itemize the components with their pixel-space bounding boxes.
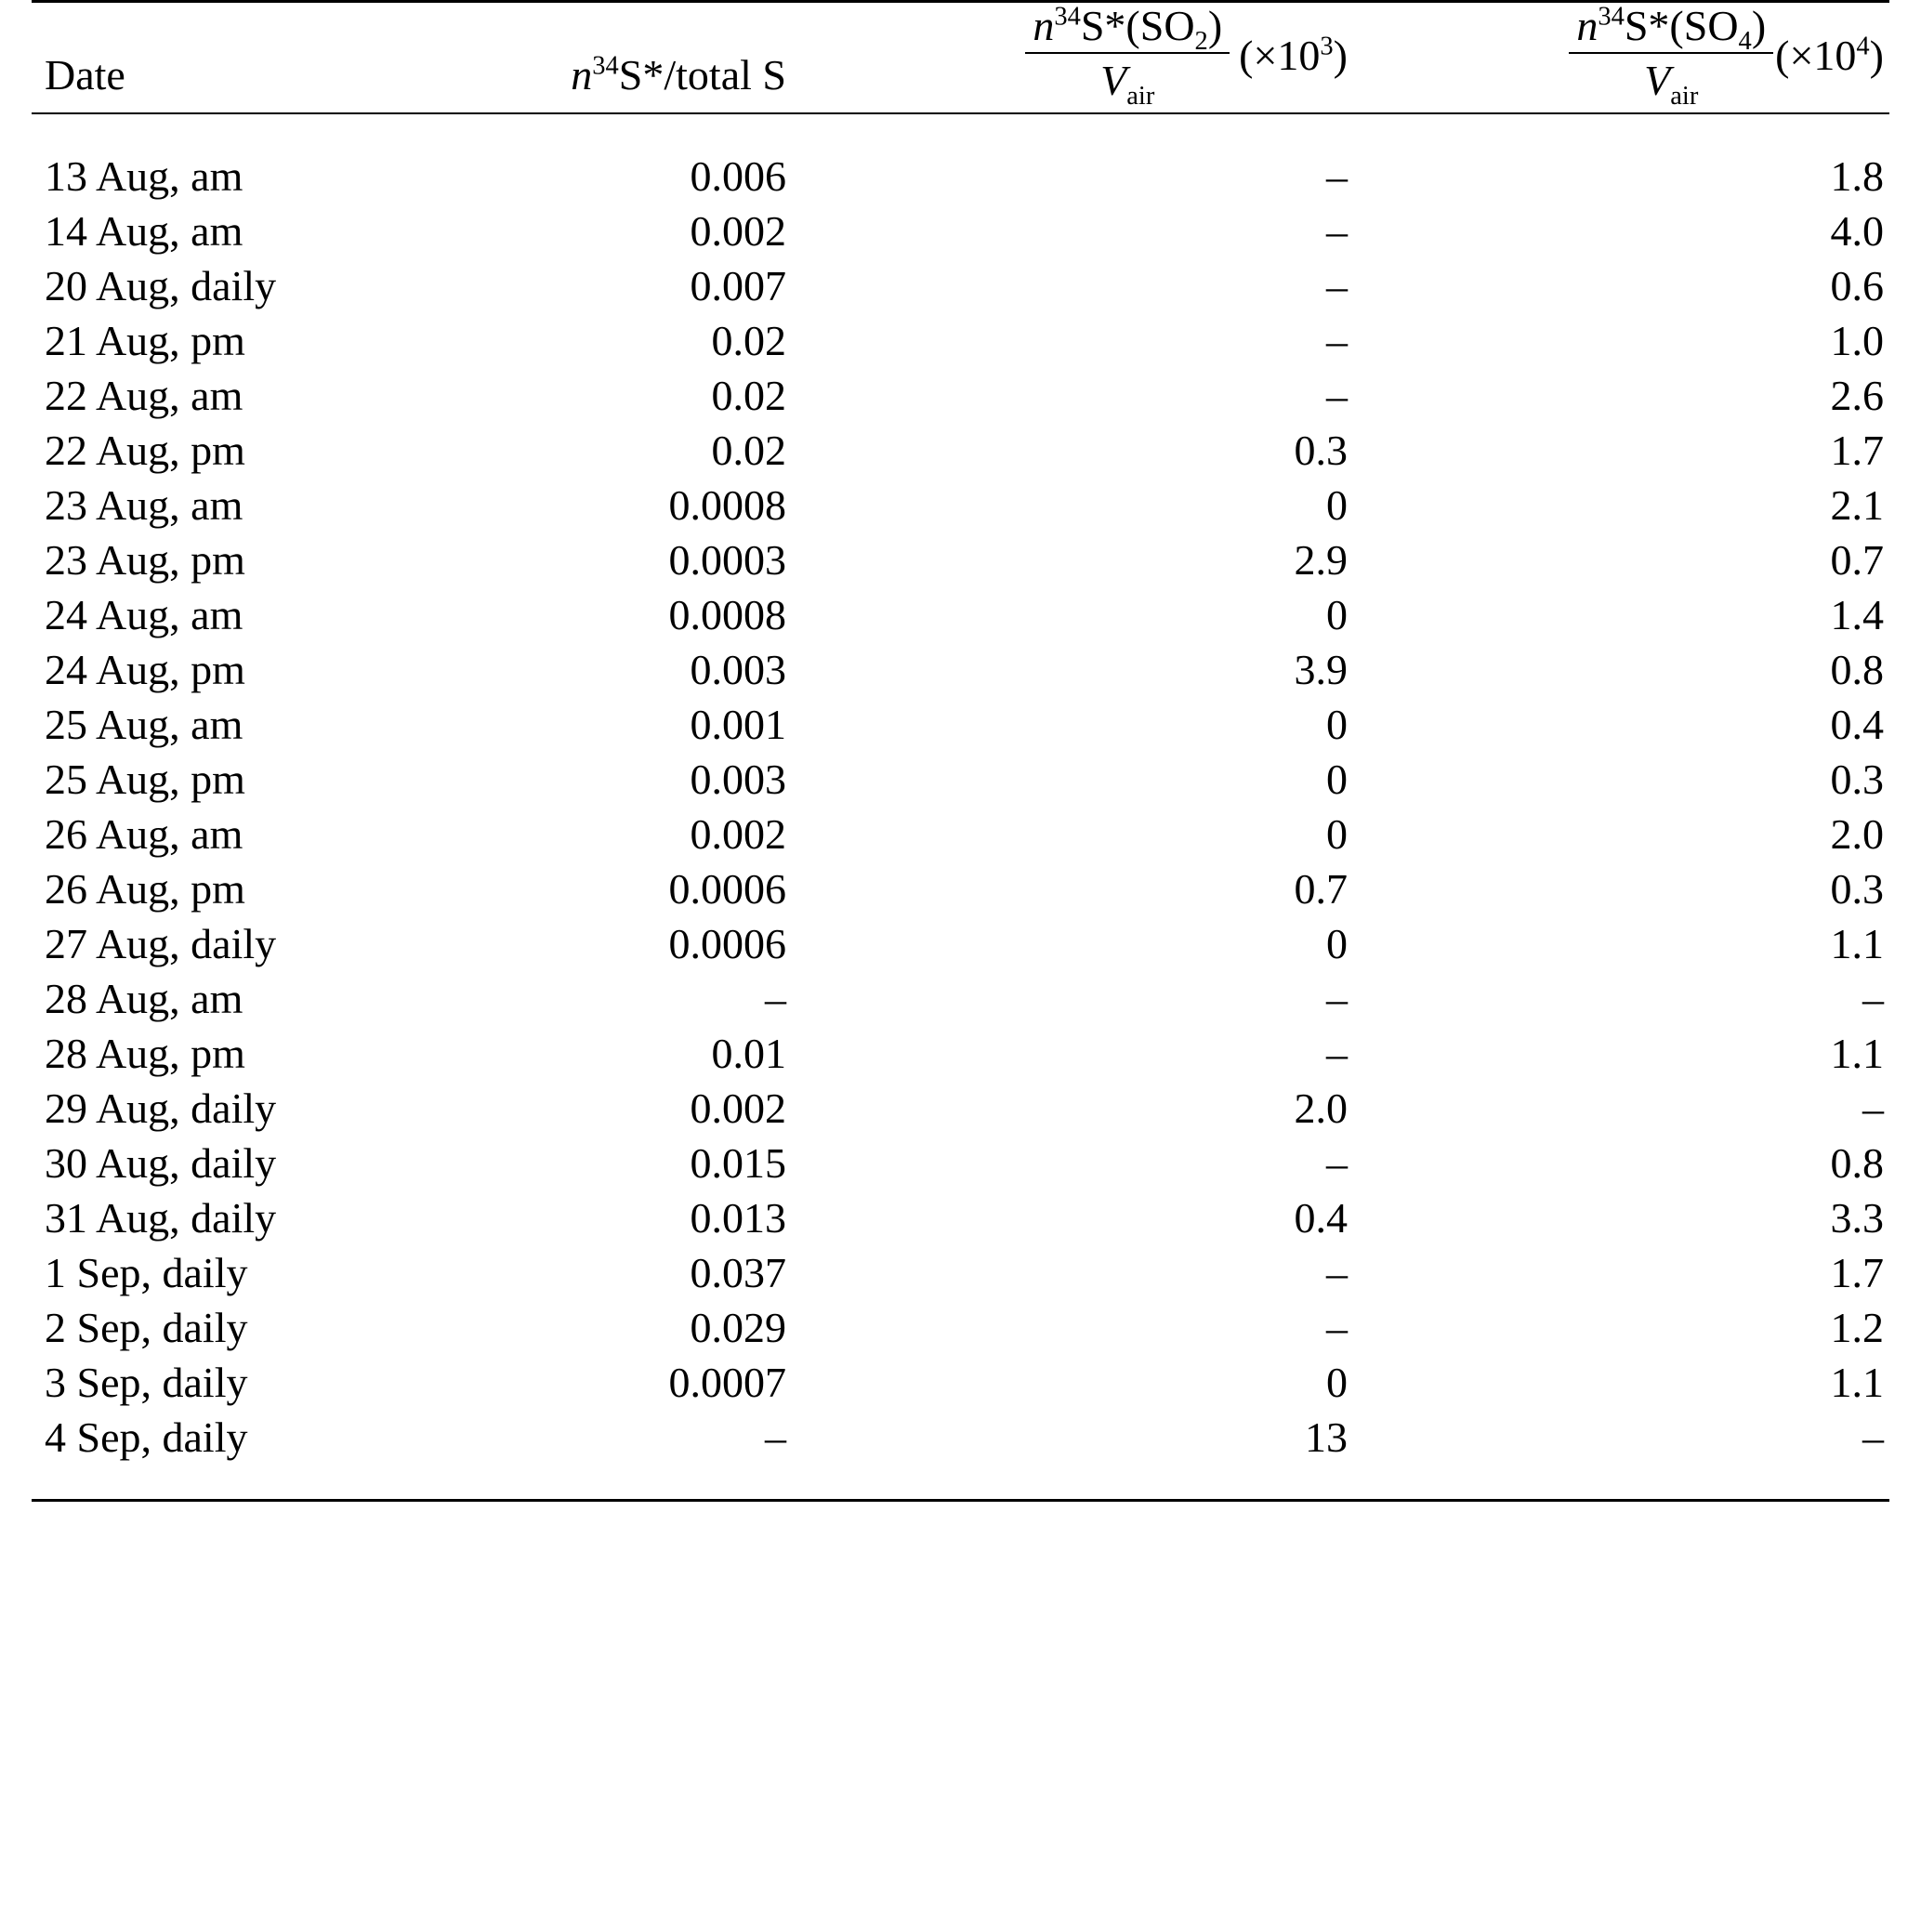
header-so4-factor-open: (×10 bbox=[1775, 31, 1857, 79]
table-row bbox=[32, 316, 1889, 371]
table-row bbox=[32, 1303, 1889, 1358]
header-so2-factor-close: ) bbox=[1333, 31, 1348, 79]
header-so2-fraction bbox=[1025, 1, 1230, 112]
cell-ratio: 0.02 bbox=[711, 317, 786, 364]
header-so2-factor bbox=[1230, 31, 1348, 80]
cell-so4: 2.6 bbox=[1830, 372, 1884, 419]
table-row bbox=[32, 480, 1889, 535]
cell-so4: 2.1 bbox=[1830, 481, 1884, 529]
cell-so4: 4.0 bbox=[1830, 207, 1884, 255]
header-ratio-rest: S*/total S bbox=[618, 51, 786, 99]
cell-so2: 0.3 bbox=[1294, 427, 1348, 474]
spacer-cell bbox=[32, 1467, 431, 1501]
spacer-cell bbox=[803, 114, 1361, 151]
cell-so2: 2.9 bbox=[1294, 536, 1348, 584]
column-header-so4 bbox=[1361, 3, 1889, 113]
cell-so2: 0 bbox=[1326, 756, 1348, 803]
cell-so2: – bbox=[1326, 262, 1348, 309]
cell-so4: – bbox=[1862, 975, 1884, 1022]
cell-ratio: 0.0008 bbox=[668, 591, 786, 638]
cell-date: 26 Aug, pm bbox=[45, 865, 245, 913]
cell-ratio: 0.003 bbox=[690, 756, 786, 803]
spacer-cell bbox=[431, 1467, 803, 1501]
cell-so4: 1.7 bbox=[1830, 1249, 1884, 1296]
cell-so4: 2.0 bbox=[1830, 810, 1884, 858]
header-so2-factor-exp: 3 bbox=[1320, 32, 1334, 61]
cell-so4: 1.1 bbox=[1830, 920, 1884, 967]
table-row bbox=[32, 864, 1889, 919]
cell-ratio: 0.002 bbox=[690, 810, 786, 858]
column-header-so2 bbox=[803, 3, 1361, 113]
cell-so2: 0 bbox=[1326, 920, 1348, 967]
cell-so2: 0 bbox=[1326, 591, 1348, 638]
cell-ratio: 0.015 bbox=[690, 1139, 786, 1187]
cell-date: 24 Aug, pm bbox=[45, 646, 245, 693]
cell-ratio: 0.003 bbox=[690, 646, 786, 693]
cell-so2: 0 bbox=[1326, 481, 1348, 529]
cell-ratio: 0.029 bbox=[690, 1304, 786, 1351]
cell-so2: – bbox=[1326, 207, 1348, 255]
cell-so2: 13 bbox=[1305, 1413, 1348, 1461]
cell-date: 22 Aug, pm bbox=[45, 427, 245, 474]
cell-so2: – bbox=[1326, 1249, 1348, 1296]
cell-date: 28 Aug, am bbox=[45, 975, 243, 1022]
cell-date: 31 Aug, daily bbox=[45, 1194, 277, 1242]
cell-date: 26 Aug, am bbox=[45, 810, 243, 858]
header-so4-iso: 34 bbox=[1598, 2, 1625, 32]
cell-so4: 1.2 bbox=[1830, 1304, 1884, 1351]
cell-date: 14 Aug, am bbox=[45, 207, 243, 255]
table-body bbox=[32, 114, 1889, 1501]
cell-date: 24 Aug, am bbox=[45, 591, 243, 638]
table-head bbox=[32, 2, 1889, 115]
cell-so2: – bbox=[1326, 1139, 1348, 1187]
table-row bbox=[32, 1413, 1889, 1467]
table-row bbox=[32, 1248, 1889, 1303]
table-row bbox=[32, 700, 1889, 755]
cell-so4: 3.3 bbox=[1830, 1194, 1884, 1242]
cell-ratio: – bbox=[765, 1413, 786, 1461]
header-so4-species-sub: 4 bbox=[1738, 27, 1752, 57]
cell-so4: 1.0 bbox=[1830, 317, 1884, 364]
spacer-cell bbox=[1361, 1467, 1889, 1501]
cell-so2: – bbox=[1326, 975, 1348, 1022]
header-so4-factor-close: ) bbox=[1869, 31, 1884, 79]
table-row bbox=[32, 426, 1889, 480]
table-row bbox=[32, 974, 1889, 1029]
cell-date: 30 Aug, daily bbox=[45, 1139, 277, 1187]
header-ratio-n: n bbox=[571, 51, 593, 99]
cell-ratio: 0.002 bbox=[690, 1084, 786, 1132]
cell-ratio: – bbox=[765, 975, 786, 1022]
spacer-cell bbox=[1361, 114, 1889, 151]
spacer-cell bbox=[431, 114, 803, 151]
cell-ratio: 0.02 bbox=[711, 372, 786, 419]
table-row bbox=[32, 590, 1889, 645]
cell-date: 3 Sep, daily bbox=[45, 1359, 248, 1406]
measurements-table bbox=[32, 0, 1889, 1502]
header-row bbox=[32, 3, 1889, 113]
bottom-rule-row bbox=[32, 1501, 1889, 1503]
cell-so2: – bbox=[1326, 317, 1348, 364]
cell-so2: 0 bbox=[1326, 1359, 1348, 1406]
cell-date: 25 Aug, pm bbox=[45, 756, 245, 803]
header-so2-factor-open: (×10 bbox=[1239, 31, 1321, 79]
column-header-ratio bbox=[431, 3, 803, 113]
cell-so4: 1.1 bbox=[1830, 1359, 1884, 1406]
header-so2-iso: 34 bbox=[1054, 2, 1081, 32]
header-so4-factor bbox=[1773, 31, 1884, 80]
table-row bbox=[32, 1029, 1889, 1084]
header-so2-species: S*(SO bbox=[1080, 2, 1195, 49]
cell-so4: 1.8 bbox=[1830, 152, 1884, 200]
column-header-date bbox=[32, 3, 431, 113]
cell-date: 20 Aug, daily bbox=[45, 262, 277, 309]
cell-date: 2 Sep, daily bbox=[45, 1304, 248, 1351]
cell-so4: 1.1 bbox=[1830, 1030, 1884, 1077]
spacer-row bbox=[32, 114, 1889, 151]
cell-ratio: 0.02 bbox=[711, 427, 786, 474]
cell-ratio: 0.001 bbox=[690, 701, 786, 748]
table-row bbox=[32, 1138, 1889, 1193]
cell-so4: – bbox=[1862, 1084, 1884, 1132]
cell-so2: – bbox=[1326, 152, 1348, 200]
header-so4-species: S*(SO bbox=[1624, 2, 1739, 49]
cell-so4: 1.4 bbox=[1830, 591, 1884, 638]
spacer-row bbox=[32, 1467, 1889, 1501]
cell-date: 1 Sep, daily bbox=[45, 1249, 248, 1296]
table-foot bbox=[32, 1501, 1889, 1503]
cell-so4: 0.8 bbox=[1830, 1139, 1884, 1187]
header-so4-numerator bbox=[1569, 1, 1773, 57]
table-row bbox=[32, 645, 1889, 700]
header-so2-numerator bbox=[1025, 1, 1230, 57]
header-so2-close: ) bbox=[1207, 2, 1223, 49]
cell-date: 23 Aug, pm bbox=[45, 536, 245, 584]
cell-ratio: 0.007 bbox=[690, 262, 786, 309]
header-so2-denominator bbox=[1025, 54, 1230, 112]
cell-so2: 0 bbox=[1326, 810, 1348, 858]
header-date-label: Date bbox=[45, 51, 125, 99]
header-so2-species-sub: 2 bbox=[1194, 27, 1208, 57]
cell-ratio: 0.01 bbox=[711, 1030, 786, 1077]
spacer-cell bbox=[803, 1467, 1361, 1501]
cell-so2: 3.9 bbox=[1294, 646, 1348, 693]
cell-so4: 0.4 bbox=[1830, 701, 1884, 748]
cell-date: 29 Aug, daily bbox=[45, 1084, 277, 1132]
table-row bbox=[32, 809, 1889, 864]
cell-so2: 0 bbox=[1326, 701, 1348, 748]
cell-so4: 0.7 bbox=[1830, 536, 1884, 584]
cell-date: 27 Aug, daily bbox=[45, 920, 277, 967]
table-row bbox=[32, 1193, 1889, 1248]
header-so2-n: n bbox=[1033, 2, 1055, 49]
cell-date: 25 Aug, am bbox=[45, 701, 243, 748]
cell-ratio: 0.0008 bbox=[668, 481, 786, 529]
cell-so2: – bbox=[1326, 1304, 1348, 1351]
cell-so2: – bbox=[1326, 1030, 1348, 1077]
header-so4-denominator bbox=[1569, 54, 1773, 112]
cell-date: 4 Sep, daily bbox=[45, 1413, 248, 1461]
header-so4-factor-exp: 4 bbox=[1856, 32, 1870, 61]
cell-so2: 2.0 bbox=[1294, 1084, 1348, 1132]
cell-date: 22 Aug, am bbox=[45, 372, 243, 419]
table-row bbox=[32, 371, 1889, 426]
spacer-cell bbox=[32, 114, 431, 151]
cell-so2: 0.7 bbox=[1294, 865, 1348, 913]
table-row bbox=[32, 1358, 1889, 1413]
cell-so2: 0.4 bbox=[1294, 1194, 1348, 1242]
header-so4-den-sub: air bbox=[1670, 82, 1699, 112]
table-row bbox=[32, 206, 1889, 261]
cell-ratio: 0.0006 bbox=[668, 920, 786, 967]
table-row bbox=[32, 919, 1889, 974]
cell-date: 28 Aug, pm bbox=[45, 1030, 245, 1077]
cell-ratio: 0.0006 bbox=[668, 865, 786, 913]
cell-so4: 0.3 bbox=[1830, 865, 1884, 913]
header-so4-close: ) bbox=[1751, 2, 1767, 49]
header-so2-den: V bbox=[1100, 57, 1127, 104]
cell-so4: 1.7 bbox=[1830, 427, 1884, 474]
cell-ratio: 0.037 bbox=[690, 1249, 786, 1296]
cell-ratio: 0.013 bbox=[690, 1194, 786, 1242]
cell-so4: 0.8 bbox=[1830, 646, 1884, 693]
header-so4-den: V bbox=[1644, 57, 1671, 104]
table-row bbox=[32, 1084, 1889, 1138]
cell-so4: 0.3 bbox=[1830, 756, 1884, 803]
cell-so2: – bbox=[1326, 372, 1348, 419]
cell-date: 21 Aug, pm bbox=[45, 317, 245, 364]
cell-so4: 0.6 bbox=[1830, 262, 1884, 309]
table-row bbox=[32, 261, 1889, 316]
bottom-rule bbox=[32, 1501, 1889, 1503]
cell-date: 23 Aug, am bbox=[45, 481, 243, 529]
header-so4-fraction bbox=[1569, 1, 1773, 112]
table-row bbox=[32, 535, 1889, 590]
cell-ratio: 0.002 bbox=[690, 207, 786, 255]
cell-so4: – bbox=[1862, 1413, 1884, 1461]
table-row bbox=[32, 755, 1889, 809]
header-ratio-iso: 34 bbox=[592, 51, 619, 81]
table-row bbox=[32, 151, 1889, 206]
header-so4-n: n bbox=[1576, 2, 1599, 49]
cell-ratio: 0.006 bbox=[690, 152, 786, 200]
cell-ratio: 0.0003 bbox=[668, 536, 786, 584]
cell-date: 13 Aug, am bbox=[45, 152, 243, 200]
header-so2-den-sub: air bbox=[1126, 82, 1155, 112]
cell-ratio: 0.0007 bbox=[668, 1359, 786, 1406]
